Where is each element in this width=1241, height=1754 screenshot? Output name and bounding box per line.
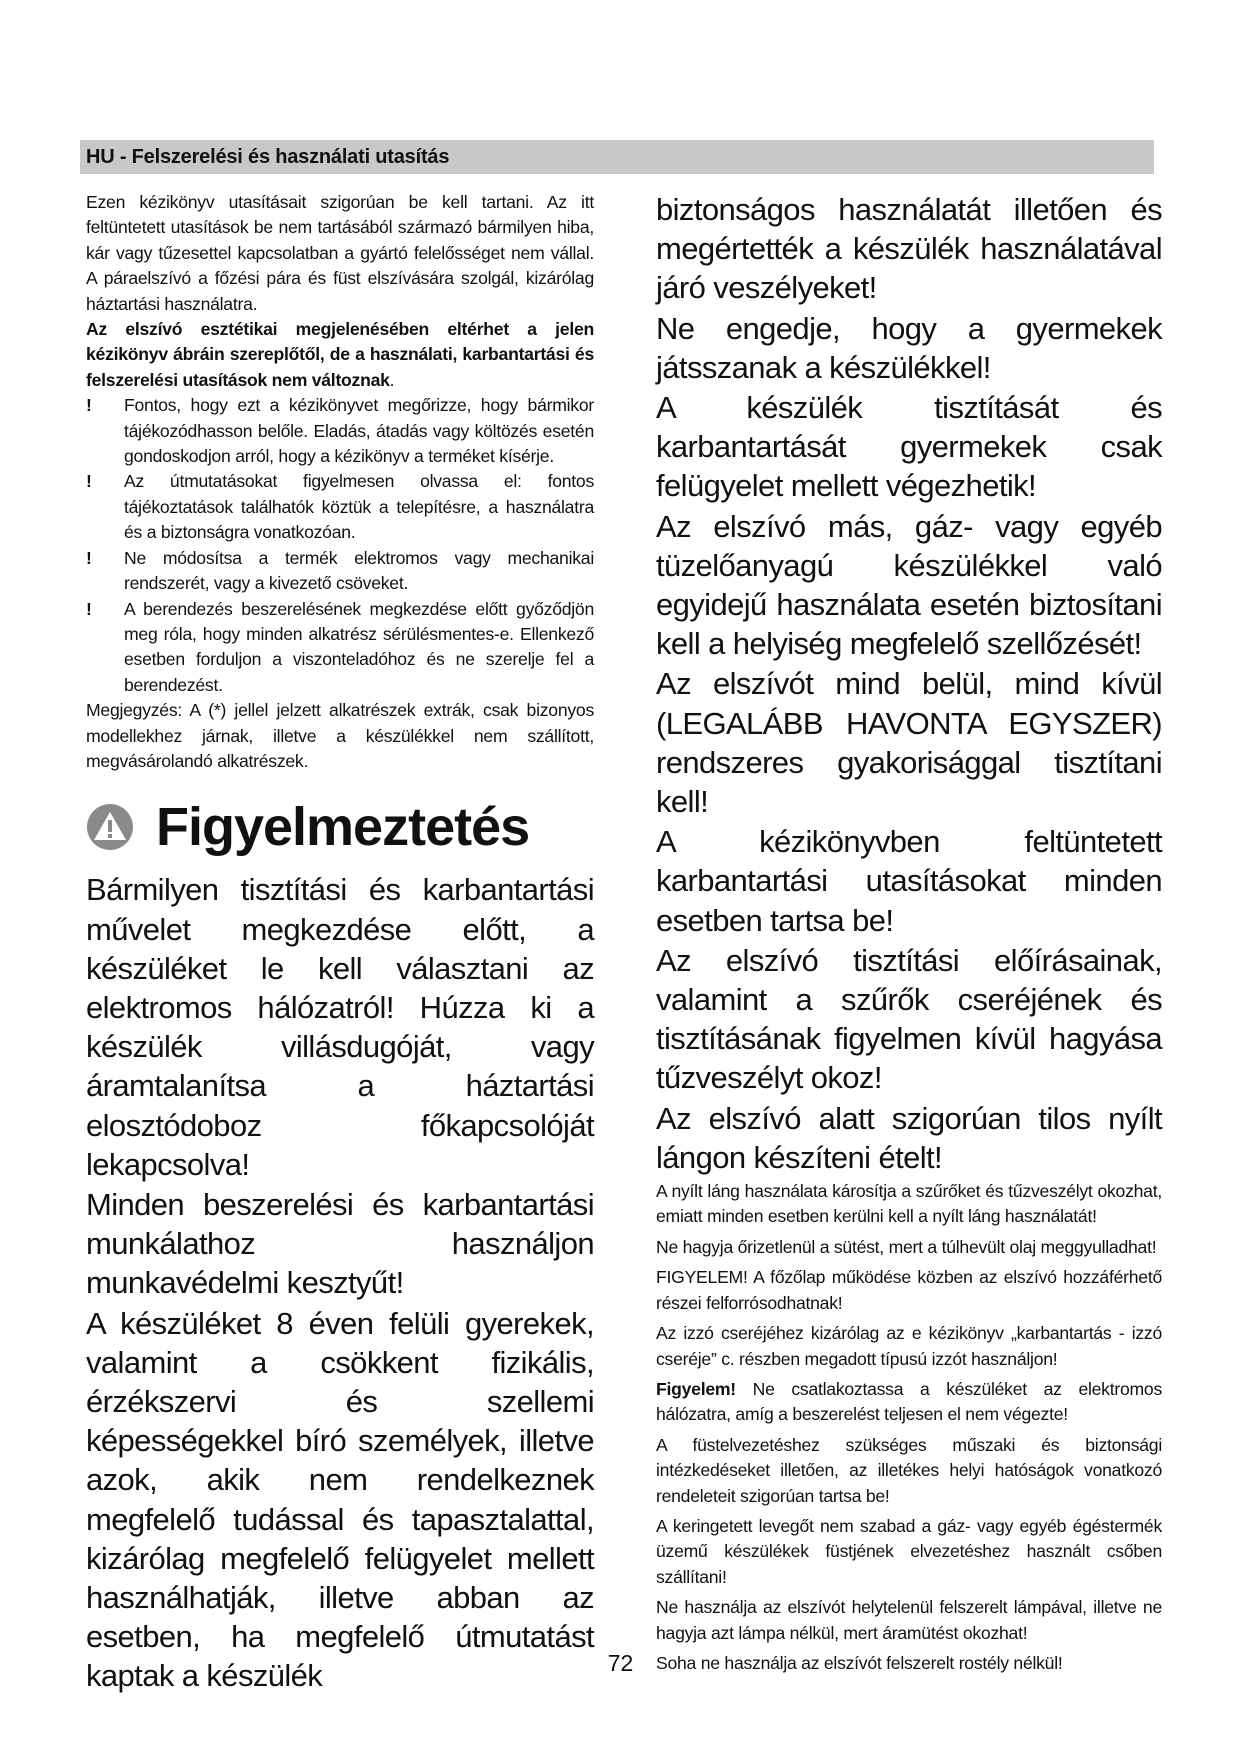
- warning-heading: [86, 792, 594, 862]
- warning-paragraph: Az elszívó alatt szigorúan tilos nyílt lángon készíteni ételt!: [656, 1100, 1162, 1175]
- safety-note: Ne használja az elszívót helytelenül felszerelt lámpával, illetve ne hagyja azt lámpa nélkül, mert áramütést okozhat!: [656, 1597, 1162, 1643]
- note-text: Az útmutatásokat figyelmesen olvassa el: fontos tájékoztatások találhatók köztük a telepítésre, a használatra és a biztonságra vonatkozóan.: [124, 471, 594, 543]
- section-title: HU - Felszerelési és használati utasítás: [86, 146, 450, 168]
- note-text: Ne módosítsa a termék elektromos vagy mechanikai rendszerét, vagy a kivezető csöveket.: [124, 547, 594, 594]
- remark-paragraph: Megjegyzés: A (*) jellel jelzett alkatrészek extrák, csak bizonyos modellekhez járnak, illetve a készülékkel nem szállított, megvásárolandó alkatrészek.: [86, 700, 594, 771]
- note-item: [86, 597, 594, 699]
- note-item: [86, 469, 594, 545]
- intro-bold-paragraph: [86, 317, 594, 393]
- safety-note: Soha ne használja az elszívót felszerelt rostély nélkül!: [656, 1652, 1063, 1673]
- intro-bold-text: Az elszívó esztétikai megjelenésében eltérhet a jelen kézikönyv ábráin szereplőtől, de a használati, karbantartási és felszerelési utasítások nem változnak: [86, 319, 594, 390]
- right-column: [656, 190, 1162, 1681]
- exclamation-mark-icon: !: [86, 395, 92, 416]
- intro-paragraph: Ezen kézikönyv utasításait szigorúan be kell tartani. Az itt feltüntetett utasítások be nem tartásából származó bármilyen hiba, kár vagy tűzesettel kapcsolatban a gyártó felelősséget nem vállal. A páraelszívó a főzési pára és füst elszívására szolgál, kizárólag háztartási használatra.: [86, 192, 594, 314]
- warning-title: Figyelmeztetés: [156, 797, 530, 858]
- note-item: [86, 546, 594, 597]
- warning-paragraph: Bármilyen tisztítási és karbantartási művelet megkezdése előtt, a készüléket le kell választani az elektromos hálózatról! Húzza ki a készülék villásdugóját, vagy áramtalanítsa a háztartási elosztódoboz főkapcsolóját lekapcsolva!: [86, 872, 594, 1182]
- warning-paragraph: Az elszívó más, gáz- vagy egyéb tüzelőanyagú készülékkel való egyidejű használata esetén biztosítani kell a helyiség megfelelő szellőzését!: [656, 508, 1162, 662]
- note-text: Fontos, hogy ezt a kézikönyvet megőrizze, hogy bármikor tájékozódhasson belőle. Eladás, átadás vagy költözés esetén gondoskodjon arról, hogy a kézikönyv a terméket kísérje.: [124, 395, 594, 467]
- safety-note: A nyílt láng használata károsítja a szűrőket és tűzveszélyt okozhat, emiatt minden esetben kerülni kell a nyílt láng használatát!: [656, 1181, 1162, 1227]
- note-text: A berendezés beszerelésének megkezdése előtt győződjön meg róla, hogy minden alkatrész sérülésmentes-e. Ellenkező esetben forduljon a viszonteladóhoz és ne szerelje fel a berendezést.: [124, 598, 594, 695]
- notes-list: [86, 393, 594, 698]
- safety-note: Az izzó cseréjéhez kizárólag az e kézikönyv „karbantartás - izzó cseréje” c. részben megadott típusú izzót használjon!: [656, 1323, 1162, 1369]
- warning-triangle-icon: [86, 803, 134, 851]
- attention-note: [656, 1377, 1162, 1428]
- warning-paragraph: Minden beszerelési és karbantartási munkálathoz használjon munkavédelmi kesztyűt!: [86, 1186, 594, 1301]
- warning-paragraph: Ne engedje, hogy a gyermekek játsszanak a készülékkel!: [656, 310, 1162, 385]
- exclamation-mark-icon: !: [86, 471, 92, 492]
- left-column: [86, 190, 594, 1696]
- warning-paragraph: A kézikönyvben feltüntetett karbantartási utasításokat minden esetben tartsa be!: [656, 824, 1162, 938]
- warning-paragraph: Az elszívót mind belül, mind kívül (LEGALÁBB HAVONTA EGYSZER) rendszeres gyakorisággal tisztítani kell!: [656, 666, 1162, 820]
- warning-paragraph: A készülék tisztítását és karbantartását gyermekek csak felügyelet mellett végezhetik!: [656, 390, 1162, 504]
- attention-label: Figyelem!: [656, 1378, 736, 1399]
- safety-note: A keringetett levegőt nem szabad a gáz- vagy egyéb égéstermék üzemű készülékek füstjének elvezetéshez használt csőben szállítani!: [656, 1515, 1162, 1587]
- safety-note: FIGYELEM! A főzőlap működése közben az elszívó hozzáférhető részei felforrósodhatnak!: [656, 1267, 1162, 1313]
- warning-paragraph: biztonságos használatát illetően és megértették a készülék használatával járó veszélyeket!: [656, 192, 1162, 306]
- exclamation-mark-icon: !: [86, 547, 92, 568]
- note-item: [86, 393, 594, 469]
- attention-text: Ne csatlakoztassa a készüléket az elektromos hálózatra, amíg a beszerelést teljesen el nem végezte!: [656, 1378, 1162, 1425]
- warning-paragraph: Az elszívó tisztítási előírásainak, valamint a szűrők cseréjének és tisztításának figyelmen kívül hagyása tűzveszélyt okoz!: [656, 942, 1162, 1096]
- section-header-bar: [80, 140, 1154, 174]
- safety-note: Ne hagyja őrizetlenül a sütést, mert a túlhevült olaj meggyulladhat!: [656, 1236, 1157, 1257]
- warning-paragraph: A készüléket 8 éven felüli gyerekek, valamint a csökkent fizikális, érzékszervi és szellemi képességekkel bíró személyek, illetve azok, akik nem rendelkeznek megfelelő tudással és tapasztalattal, kizárólag megfelelő felügyelet mellett használhatják, illetve abban az esetben, ha megfelelő útmutatást kaptak a készülék: [86, 1305, 594, 1694]
- exclamation-mark-icon: !: [86, 598, 92, 619]
- safety-note: A füstelvezetéshez szükséges műszaki és biztonsági intézkedéseket illetően, az illetékes helyi hatóságok vonatkozó rendeleteit szigorúan tartsa be!: [656, 1434, 1162, 1506]
- page-number: 72: [607, 1650, 634, 1676]
- intro-bold-end: .: [389, 369, 395, 390]
